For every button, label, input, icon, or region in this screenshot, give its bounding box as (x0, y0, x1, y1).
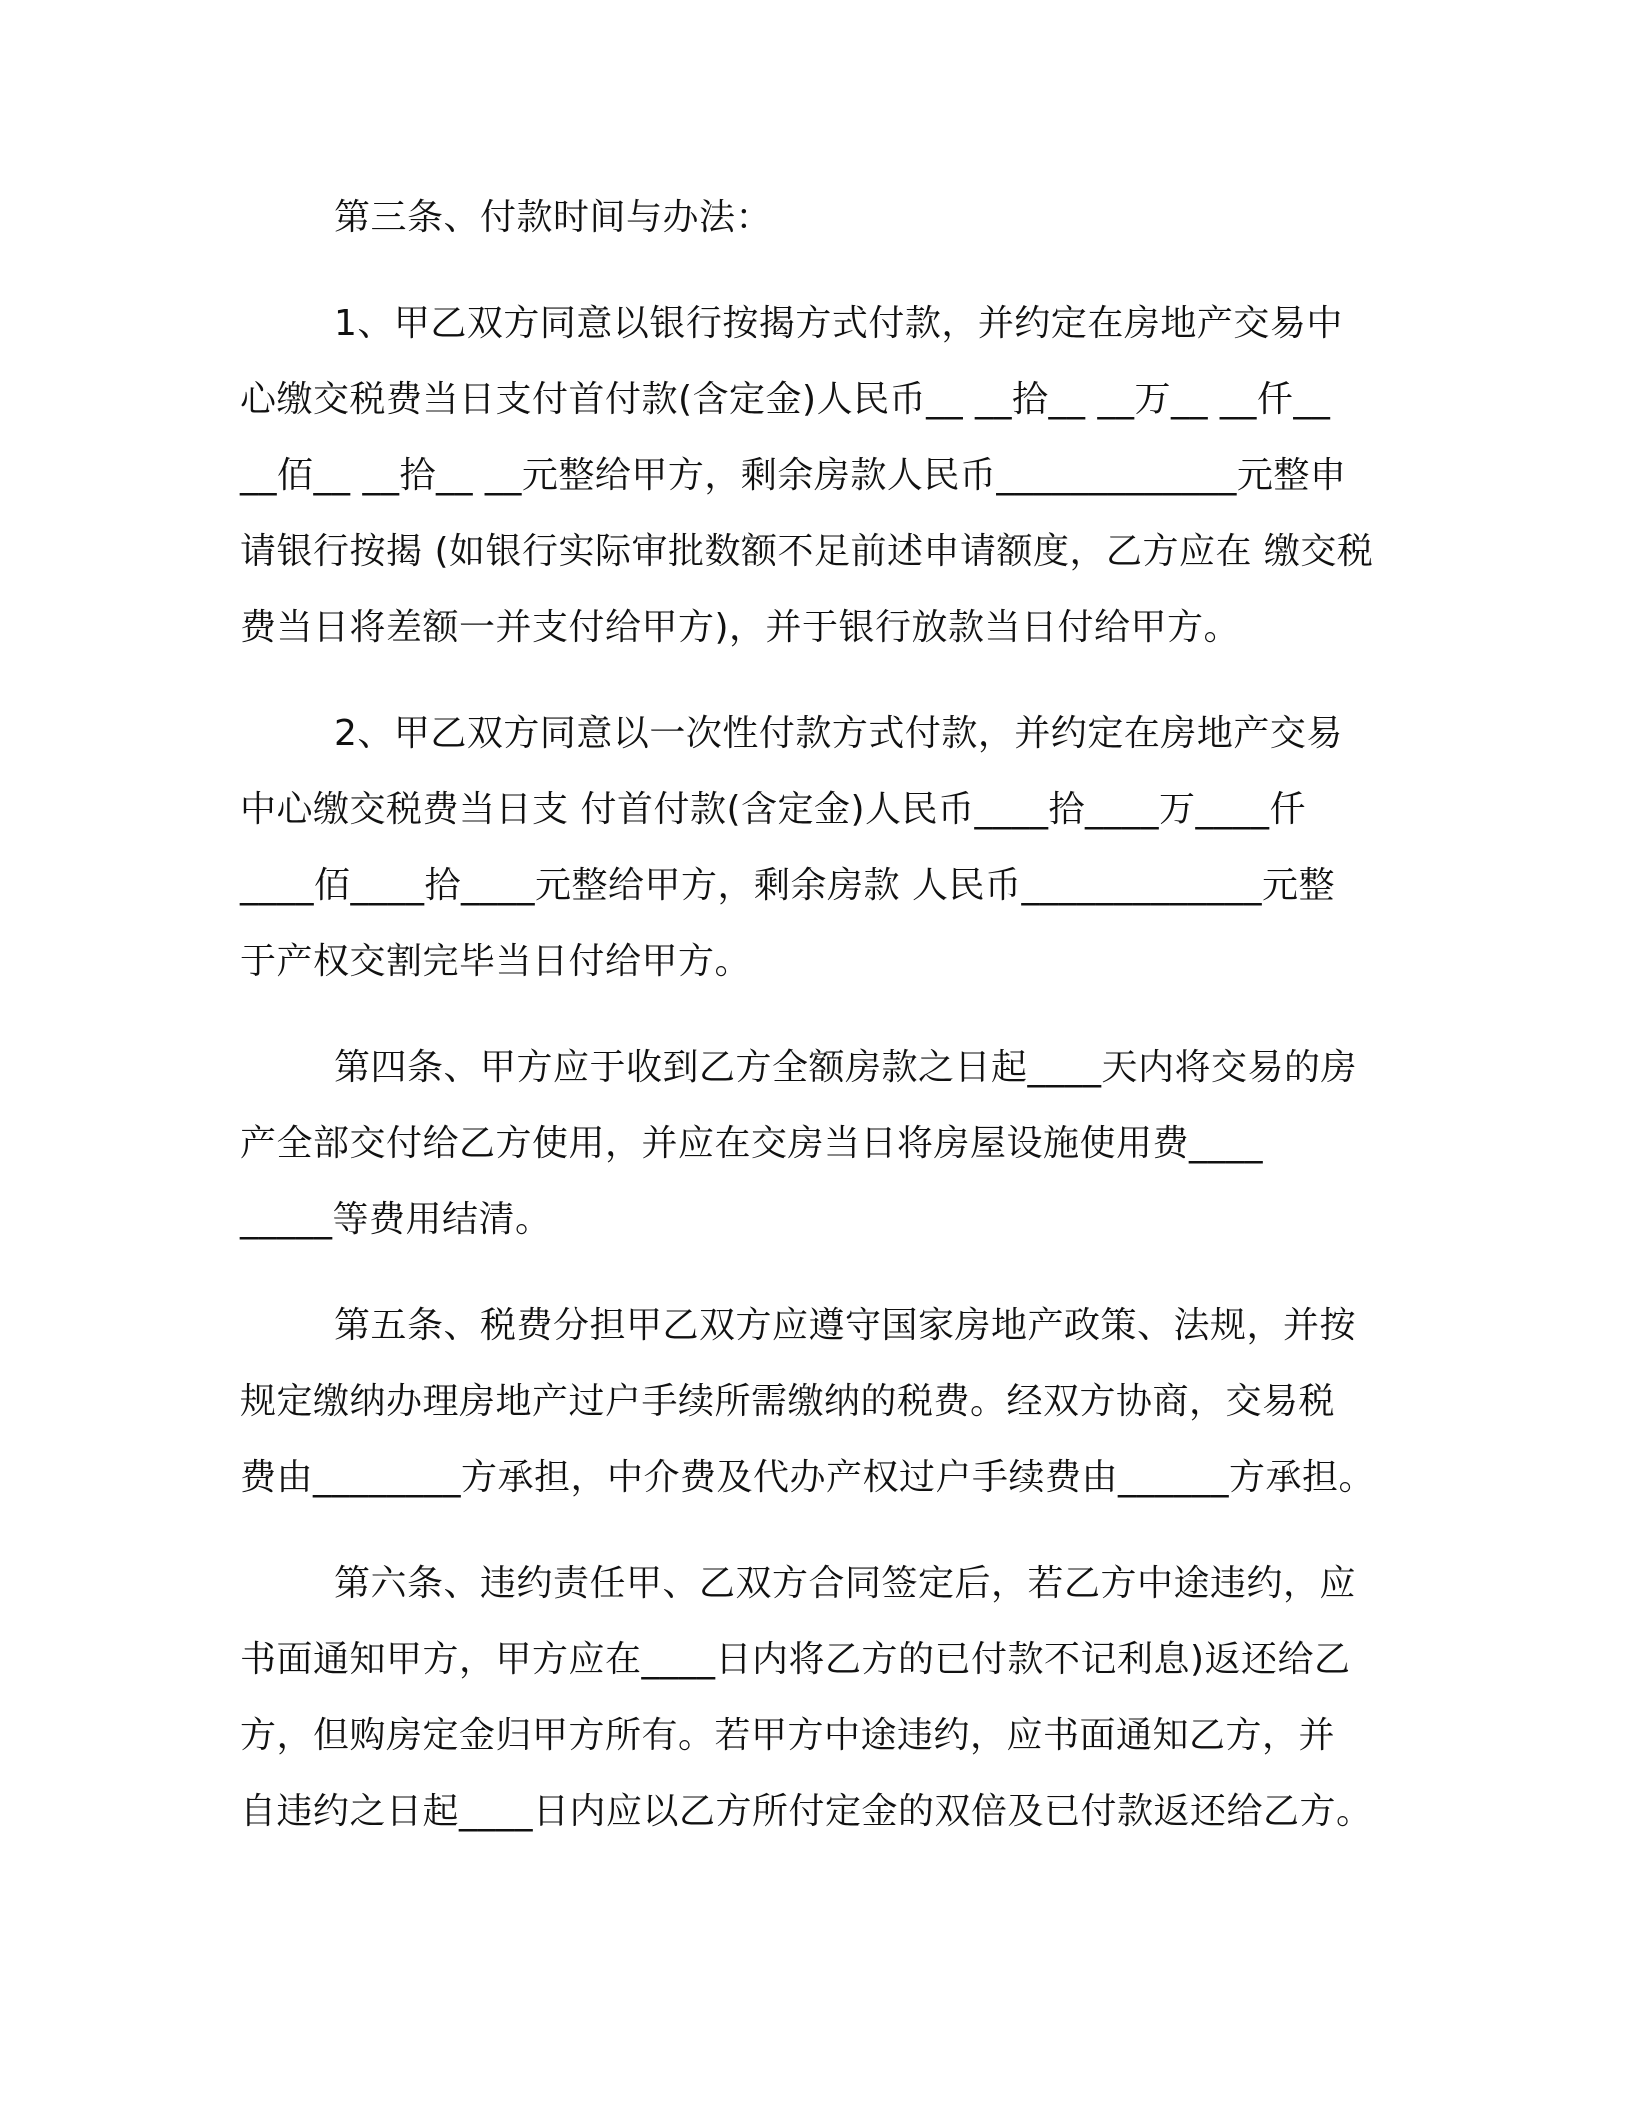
article-6-line-4: 自违约之日起____日内应以乙方所付定金的双倍及已付款返还给乙方。 (240, 1791, 1373, 1832)
clause-2-line-3: ____佰____拾____元整给甲方，剩余房款 人民币_____________元整 (240, 865, 1335, 906)
clause-1-line-5: 费当日将差额一并支付给甲方)，并于银行放款当日付给甲方。 (240, 607, 1241, 648)
article-6-line-3: 方，但购房定金归甲方所有。若甲方中途违约，应书面通知乙方，并 (240, 1715, 1336, 1756)
article-4-line-2: 产全部交付给乙方使用，并应在交房当日将房屋设施使用费____ (240, 1123, 1264, 1164)
article-6-line-1: 第六条、违约责任甲、乙双方合同签定后，若乙方中途违约，应 (334, 1563, 1357, 1604)
article-5-line-3: 费由________方承担，中介费及代办产权过户手续费由______方承担。 (240, 1457, 1376, 1498)
clause-1-line-4: 请银行按揭 (如银行实际审批数额不足前述申请额度，乙方应在 缴交税 (240, 531, 1374, 572)
clause-2-line-1: 2、甲乙双方同意以一次性付款方式付款，并约定在房地产交易 (334, 713, 1343, 754)
article-5-line-2: 规定缴纳办理房地产过户手续所需缴纳的税费。经双方协商，交易税 (240, 1381, 1336, 1422)
article-4-line-1: 第四条、甲方应于收到乙方全额房款之日起____天内将交易的房 (334, 1047, 1358, 1088)
clause-1-line-2: 心缴交税费当日支付首付款(含定金)人民币__ __拾__ __万__ __仟__ (240, 379, 1331, 420)
clause-2-line-2: 中心缴交税费当日支 付首付款(含定金)人民币____拾____万____仟 (240, 789, 1307, 830)
clause-2-line-4: 于产权交割完毕当日付给甲方。 (240, 941, 752, 982)
article-5-line-1: 第五条、税费分担甲乙双方应遵守国家房地产政策、法规，并按 (334, 1305, 1357, 1346)
clause-1-line-3: __佰__ __拾__ __元整给甲方，剩余房款人民币_____________元整申 (240, 455, 1347, 496)
article-6-line-2: 书面通知甲方，甲方应在____日内将乙方的已付款不记利息)返还给乙 (240, 1639, 1351, 1680)
article-4-line-3: _____等费用结清。 (240, 1199, 552, 1240)
article-3-heading: 第三条、付款时间与办法： (334, 197, 773, 238)
clause-1-line-1: 1、甲乙双方同意以银行按揭方式付款，并约定在房地产交易中 (334, 303, 1343, 344)
